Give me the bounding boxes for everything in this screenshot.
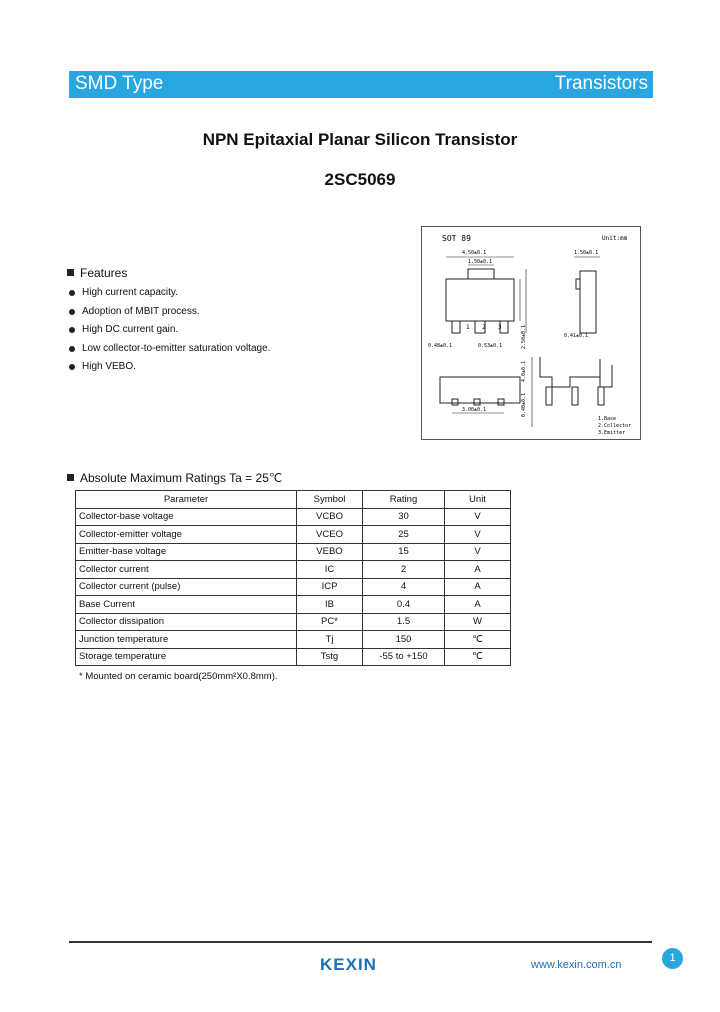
dim-tab: 1.50±0.1 [468,259,493,265]
dim-lead-2: 0.53±0.1 [478,343,503,349]
features-heading [67,266,127,280]
rating-cell: 2 [363,561,445,579]
page-number: 1 [662,948,683,969]
symbol-cell: Tstg [297,648,363,666]
symbol-cell: ICP [297,578,363,596]
table-row [76,578,511,596]
parameter-cell: Collector dissipation [76,613,297,631]
table-row [76,526,511,544]
parameter-cell: Junction temperature [76,631,297,649]
header-bar [69,71,653,98]
unit-cell: A [445,578,511,596]
pin-3-label: 3 [498,324,502,331]
part-number: 2SC5069 [324,170,396,189]
footer-divider [69,941,652,943]
rating-cell: -55 to +150 [363,648,445,666]
unit-cell: ℃ [445,648,511,666]
symbol-cell: Tj [297,631,363,649]
unit-cell: ℃ [445,631,511,649]
parameter-cell: Collector current (pulse) [76,578,297,596]
parameter-cell: Base Current [76,596,297,614]
symbol-cell: VCEO [297,526,363,544]
rating-cell: 15 [363,543,445,561]
dim-lead-len: 0.40±0.1 [521,392,527,417]
section-bullet-icon [67,474,74,481]
symbol-cell: PC* [297,613,363,631]
section-bullet-icon [67,269,74,276]
website-link[interactable]: www.kexin.com.cn [531,959,622,971]
table-header-row [76,491,511,509]
dim-pitch: 3.00±0.1 [462,407,487,413]
table-row [76,613,511,631]
unit-cell: A [445,596,511,614]
feature-item: High DC current gain. [69,323,270,342]
header-category: SMD Type [75,73,164,94]
rating-cell: 150 [363,631,445,649]
table-row [76,508,511,526]
parameter-cell: Collector-emitter voltage [76,526,297,544]
unit-cell: W [445,613,511,631]
pin-1-label: 1 [466,324,470,331]
feature-item: High current capacity. [69,286,270,305]
dim-lead-thick: 0.41±0.1 [564,333,589,339]
dim-height: 1.50±0.1 [574,250,599,256]
symbol-cell: VCBO [297,508,363,526]
company-logo: KEXIN [320,955,377,974]
symbol-cell: VEBO [297,543,363,561]
rating-cell: 0.4 [363,596,445,614]
pin-legend-3: 3.Emitter [598,430,626,436]
table-row [76,631,511,649]
dim-body: 2.50±0.1 [521,324,527,349]
side-view [574,257,600,333]
unit-cell: V [445,526,511,544]
dim-width: 4.50±0.1 [462,250,487,256]
parameter-cell: Storage temperature [76,648,297,666]
feature-item: High VEBO. [69,360,270,379]
features-heading-text: Features [80,266,128,280]
top-view [446,257,526,333]
package-name: SOT 89 [442,234,471,243]
column-header: Unit [445,491,511,509]
table-row [76,561,511,579]
dim-lead: 0.48±0.1 [428,343,453,349]
column-header: Rating [363,491,445,509]
dim-standoff: 4.0±0.1 [521,360,527,382]
column-header: Symbol [297,491,363,509]
feature-item: Low collector-to-emitter saturation voltage. [69,342,270,361]
table-row [76,596,511,614]
rating-cell: 1.5 [363,613,445,631]
feature-item: Adoption of MBIT process. [69,305,270,324]
column-header: Parameter [76,491,297,509]
parameter-cell: Collector current [76,561,297,579]
unit-cell: V [445,508,511,526]
table-row [76,648,511,666]
features-list [69,286,270,379]
rating-cell: 30 [363,508,445,526]
parameter-cell: Emitter-base voltage [76,543,297,561]
ratings-heading [67,471,282,485]
ratings-heading-text: Absolute Maximum Ratings Ta = 25℃ [80,471,283,485]
table-row [76,543,511,561]
unit-cell: V [445,543,511,561]
unit-cell: A [445,561,511,579]
ratings-table [75,490,511,666]
document-title: NPN Epitaxial Planar Silicon Transistor [202,130,518,149]
ratings-footnote: * Mounted on ceramic board(250mm²X0.8mm). [79,671,278,682]
parameter-cell: Collector-base voltage [76,508,297,526]
package-outline-svg [422,227,642,441]
symbol-cell: IB [297,596,363,614]
pin-2-label: 2 [482,324,486,331]
package-unit: Unit:mm [602,235,628,242]
pin-legend-2: 2.Collector [598,423,632,429]
header-product-family: Transistors [554,73,648,94]
symbol-cell: IC [297,561,363,579]
rating-cell: 25 [363,526,445,544]
rating-cell: 4 [363,578,445,596]
pin-legend-1: 1.Base [598,416,617,422]
package-drawing [421,226,641,440]
